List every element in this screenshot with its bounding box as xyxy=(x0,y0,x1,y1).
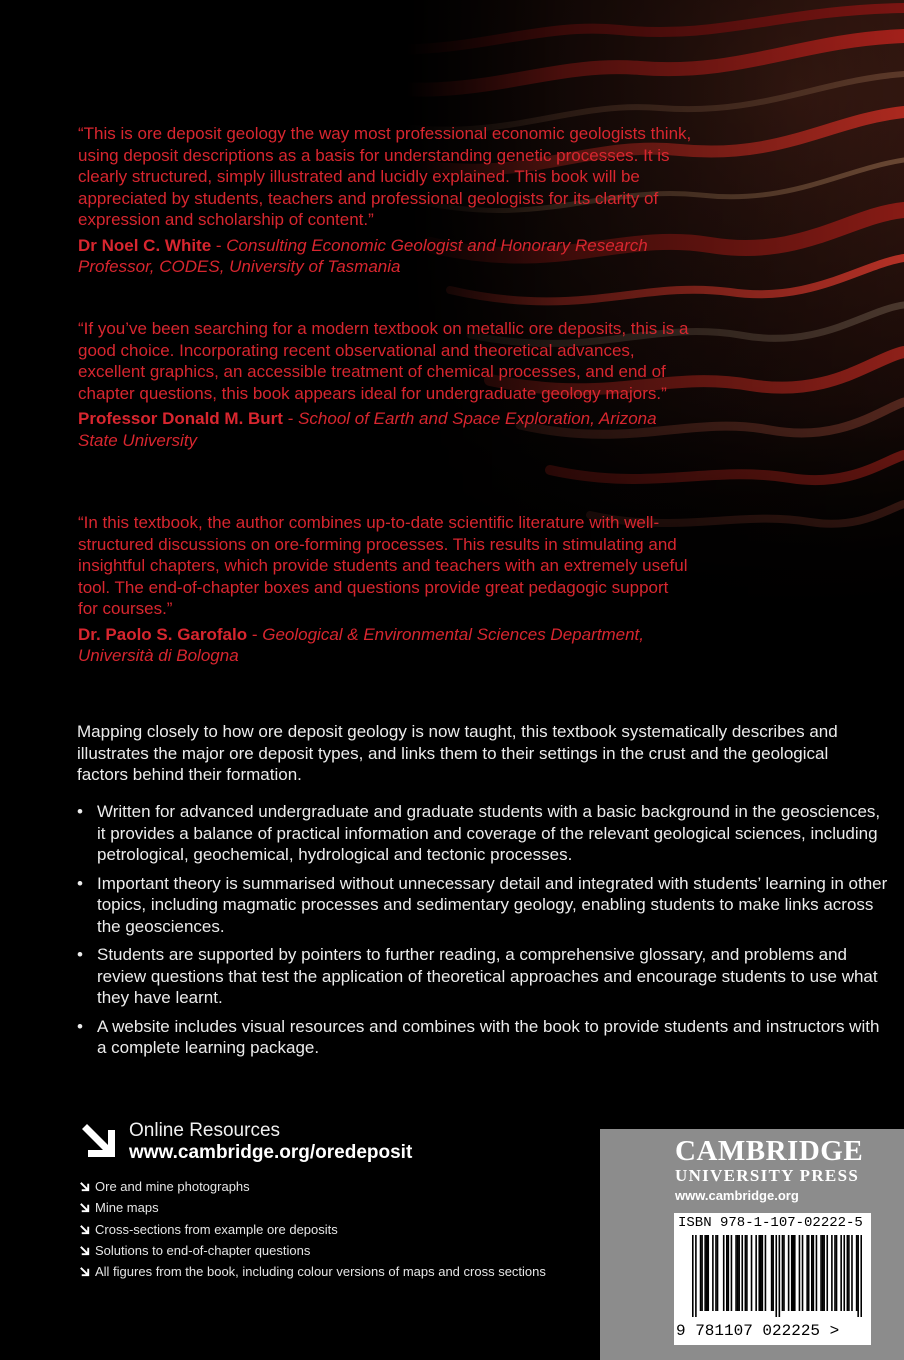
quote-text: “This is ore deposit geology the way most professional economic geologists think, using deposit descriptions as a basis for understanding genetic processes. It is clearly structured, simply illustrated and lucidly explained. This book will be appreciated by students, teachers and professional geologists for its clarity of expression and scholarship of content.” xyxy=(78,124,692,229)
resource-label: Cross-sections from example ore deposits xyxy=(95,1221,338,1237)
barcode-bar xyxy=(746,1235,748,1311)
barcode-bar xyxy=(782,1235,784,1311)
barcode-bar xyxy=(826,1235,828,1311)
quote-author: Dr. Paolo S. Garofalo xyxy=(78,624,248,644)
publisher-logo-name: CAMBRIDGE xyxy=(675,1135,864,1167)
quote-text: “If you’ve been searching for a modern textbook on metallic ore deposits, this is a good choice. Incorporating recent observational and theoretical advances, excellent graphics, an accessible treatment of chemical processes, and end of chapter questions, this book appears ideal for undergraduate geology majors.” xyxy=(78,319,689,403)
barcode-bar xyxy=(811,1235,813,1311)
quote-author: Professor Donald M. Burt xyxy=(78,409,283,428)
attribution-separator: - xyxy=(282,409,299,428)
barcode-bar xyxy=(856,1235,858,1311)
barcode-bar xyxy=(700,1235,702,1311)
quote-author-role: Geological & Environmental Sciences Department, Università di Bologna xyxy=(78,624,644,665)
isbn-label: ISBN 978-1-107-02222-5 xyxy=(678,1215,863,1231)
barcode-bar xyxy=(695,1235,697,1317)
barcode-bar xyxy=(806,1235,808,1311)
list-item: • Students are supported by pointers to further reading, a comprehensive glossary, and problems and review questions that test the application of theoretical approaches and encourage students to use what they have learnt. xyxy=(77,944,892,1009)
quote-attribution xyxy=(72,624,692,667)
barcode-bar xyxy=(706,1235,708,1311)
barcode-bar xyxy=(701,1235,703,1311)
barcode-bar xyxy=(760,1235,762,1311)
list-item: • Important theory is summarised without unnecessary detail and integrated with students’ learning in other topics, including magmatic processes and sedimentary geology, enabling students to make links across the geosciences. xyxy=(77,873,892,938)
barcode-bar xyxy=(771,1235,773,1311)
arrow-down-right-icon xyxy=(79,1181,90,1192)
resource-label: All figures from the book, including colour versions of maps and cross sections xyxy=(95,1264,546,1280)
barcode-bar xyxy=(715,1235,717,1311)
barcode-bar xyxy=(834,1235,836,1311)
online-resources-url[interactable]: www.cambridge.org/oredeposit xyxy=(129,1142,413,1163)
list-item xyxy=(78,1261,546,1282)
barcode-bar xyxy=(791,1235,793,1311)
barcode-bar xyxy=(741,1235,743,1311)
list-item xyxy=(78,1197,546,1218)
barcode-bar xyxy=(860,1235,862,1317)
review-quote-2 xyxy=(72,318,692,451)
arrow-down-right-icon xyxy=(79,1202,90,1213)
quote-author-role: School of Earth and Space Exploration, Arizona State University xyxy=(78,409,657,450)
barcode-digits: 9 781107 022225 > xyxy=(676,1322,840,1340)
barcode-bar xyxy=(692,1235,694,1317)
barcode-bar xyxy=(813,1235,815,1311)
barcode-bar xyxy=(816,1235,818,1311)
barcode-bar xyxy=(822,1235,824,1311)
barcode-bar xyxy=(762,1235,764,1311)
review-quote-1 xyxy=(72,123,692,278)
barcode-bar xyxy=(840,1235,842,1311)
quote-author: Dr Noel C. White xyxy=(78,235,212,255)
publisher-logo-subtitle: UNIVERSITY PRESS xyxy=(675,1166,860,1185)
barcode-bar xyxy=(820,1235,822,1311)
review-quote-3 xyxy=(72,512,692,667)
list-item xyxy=(78,1219,546,1240)
resource-label: Ore and mine photographs xyxy=(95,1179,250,1194)
barcode-bar xyxy=(799,1235,801,1311)
barcode-bar xyxy=(847,1235,849,1311)
attribution-separator: - xyxy=(211,235,227,255)
barcode-bar xyxy=(836,1235,838,1311)
list-item: • A website includes visual resources and combines with the book to provide students and instructors with a complete learning package. xyxy=(77,1016,892,1059)
barcode-bar xyxy=(723,1235,725,1311)
barcode-bar xyxy=(737,1235,739,1311)
book-description: Mapping closely to how ore deposit geology is now taught, this textbook systematically describes and illustrates the major ore deposit types, and links them to their settings in the crust and the geological factors behind their formation. xyxy=(77,722,838,784)
barcode-bar xyxy=(772,1235,774,1311)
feature-list xyxy=(77,801,892,1066)
barcode-bar xyxy=(728,1235,730,1311)
online-resources-list xyxy=(78,1176,546,1282)
barcode-bar xyxy=(745,1235,747,1311)
quote-text: “In this textbook, the author combines up-to-date scientific literature with well-structured discussions on ore-forming processes. This results in stimulating and insightful chapters, which provide students and teachers with an extremely useful tool. The end-of-chapter boxes and questions provide great pedagogic support for courses.” xyxy=(78,513,688,618)
resource-label: Mine maps xyxy=(95,1200,159,1216)
barcode-bar xyxy=(848,1235,850,1311)
barcode-bar xyxy=(707,1235,709,1311)
barcode-bar xyxy=(857,1235,859,1317)
barcode-bar xyxy=(765,1235,767,1311)
barcode-bar xyxy=(792,1235,794,1311)
barcode-bars xyxy=(692,1235,862,1317)
barcode-box xyxy=(674,1213,871,1345)
barcode-bar xyxy=(851,1235,853,1311)
publisher-panel xyxy=(600,1129,904,1360)
quote-author-role: Consulting Economic Geologist and Honorary Research Professor, CODES, University of Tasmania xyxy=(78,235,648,276)
arrow-down-right-icon xyxy=(79,1245,90,1256)
barcode-bar xyxy=(794,1235,796,1311)
barcode-bar xyxy=(751,1235,753,1311)
list-item xyxy=(78,1240,546,1261)
arrow-down-right-icon xyxy=(79,1224,90,1235)
online-resources-title: Online Resources xyxy=(129,1120,281,1141)
barcode-bar xyxy=(738,1235,740,1311)
barcode-bar xyxy=(802,1235,804,1311)
publisher-url[interactable]: www.cambridge.org xyxy=(675,1188,799,1203)
barcode-bar xyxy=(775,1235,777,1317)
resource-label: Solutions to end-of-chapter questions xyxy=(95,1242,311,1258)
barcode-bar xyxy=(717,1235,719,1311)
arrow-down-right-icon xyxy=(78,1120,118,1160)
barcode-bar xyxy=(823,1235,825,1311)
list-item: • Written for advanced undergraduate and graduate students with a basic background in the geosciences, it provides a balance of practical information and coverage of the relevant geological sciences, including petrological, geochemical, hydrological and tectonic processes. xyxy=(77,801,892,866)
barcode-bar xyxy=(788,1235,790,1311)
quote-attribution xyxy=(72,408,692,451)
arrow-down-right-icon xyxy=(79,1266,90,1277)
barcode-bar xyxy=(843,1235,845,1311)
barcode-bar xyxy=(831,1235,833,1311)
list-item xyxy=(78,1176,546,1197)
barcode-bar xyxy=(755,1235,757,1311)
barcode-bar xyxy=(712,1235,714,1311)
attribution-separator: - xyxy=(247,624,263,644)
barcode-bar xyxy=(726,1235,728,1311)
quote-attribution xyxy=(72,235,692,278)
barcode-bar xyxy=(783,1235,785,1311)
barcode-bar xyxy=(779,1235,781,1317)
barcode-bar xyxy=(758,1235,760,1311)
barcode-bar xyxy=(808,1235,810,1311)
barcode-bar xyxy=(704,1235,706,1311)
barcode-bar xyxy=(735,1235,737,1311)
barcode-bar xyxy=(731,1235,733,1311)
